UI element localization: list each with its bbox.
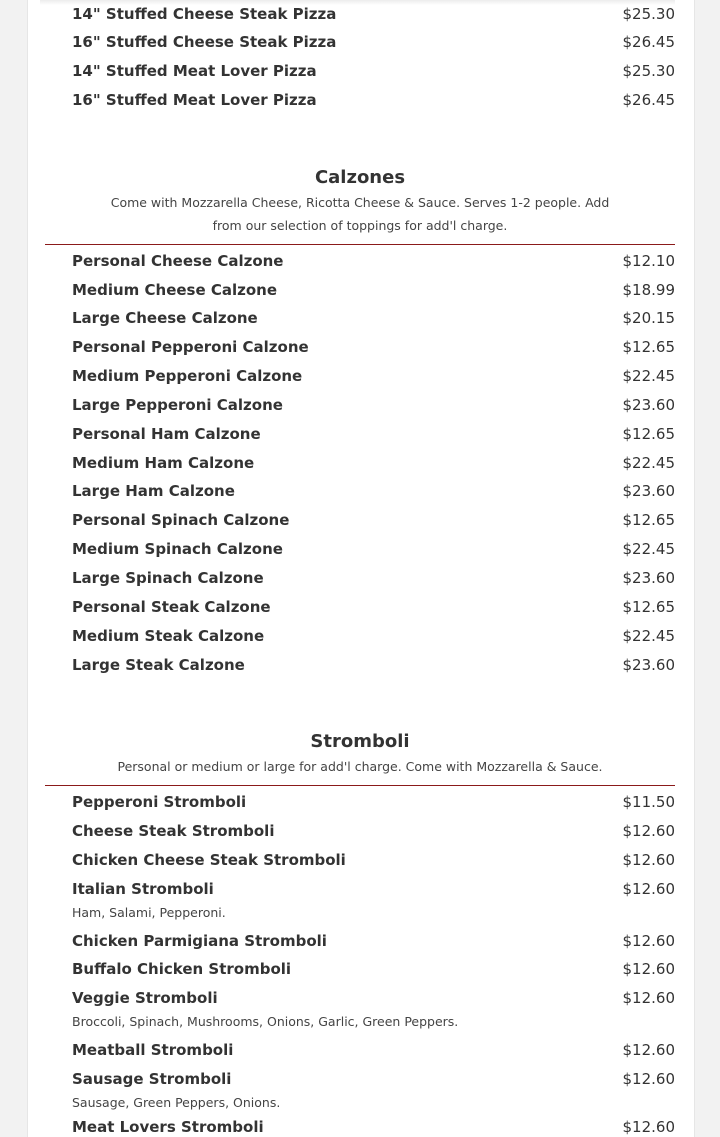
- item-price: $22.45: [622, 627, 675, 645]
- item-description: Ham, Salami, Pepperoni.: [72, 905, 226, 920]
- item-price: $18.99: [622, 281, 675, 299]
- section-divider: [45, 244, 675, 245]
- item-price: $12.60: [622, 851, 675, 869]
- section-description: [110, 191, 610, 237]
- item-price: $22.45: [622, 540, 675, 558]
- item-price: $12.60: [622, 960, 675, 978]
- item-name: 14" Stuffed Meat Lover Pizza: [72, 62, 317, 80]
- item-price: $12.60: [622, 989, 675, 1007]
- item-name: Medium Ham Calzone: [72, 454, 255, 472]
- menu-item[interactable]: [72, 931, 675, 951]
- menu-item[interactable]: [72, 655, 675, 675]
- item-name: Veggie Stromboli: [72, 989, 218, 1007]
- menu-item[interactable]: [72, 61, 675, 81]
- menu-item[interactable]: [72, 481, 675, 501]
- item-price: $26.45: [622, 91, 675, 109]
- menu-item[interactable]: [72, 1069, 675, 1089]
- item-price: $12.65: [622, 598, 675, 616]
- item-name: Large Cheese Calzone: [72, 309, 258, 327]
- item-name: Medium Pepperoni Calzone: [72, 367, 303, 385]
- item-price: $22.45: [622, 367, 675, 385]
- menu-item[interactable]: [72, 337, 675, 357]
- menu-item[interactable]: [72, 850, 675, 870]
- item-name: Medium Cheese Calzone: [72, 281, 278, 299]
- menu-item[interactable]: [72, 792, 675, 812]
- menu-item[interactable]: [72, 308, 675, 328]
- item-name: 16" Stuffed Cheese Steak Pizza: [72, 33, 337, 51]
- item-name: Cheese Steak Stromboli: [72, 822, 275, 840]
- item-price: $12.65: [622, 511, 675, 529]
- menu-item[interactable]: [72, 597, 675, 617]
- item-price: $25.30: [622, 5, 675, 23]
- menu-item[interactable]: [72, 626, 675, 646]
- menu-item[interactable]: [72, 424, 675, 444]
- item-price: $26.45: [622, 33, 675, 51]
- menu-item[interactable]: [72, 280, 675, 300]
- item-name: Italian Stromboli: [72, 880, 214, 898]
- item-price: $23.60: [622, 482, 675, 500]
- item-name: Buffalo Chicken Stromboli: [72, 960, 292, 978]
- item-price: $22.45: [622, 454, 675, 472]
- item-name: Large Spinach Calzone: [72, 569, 264, 587]
- menu-item[interactable]: [72, 539, 675, 559]
- menu-item[interactable]: [72, 4, 675, 24]
- item-name: Meat Lovers Stromboli: [72, 1118, 264, 1136]
- item-name: Medium Steak Calzone: [72, 627, 265, 645]
- section-title-stromboli: Stromboli: [310, 731, 410, 752]
- item-name: 16" Stuffed Meat Lover Pizza: [72, 91, 317, 109]
- item-price: $23.60: [622, 396, 675, 414]
- item-name: Chicken Parmigiana Stromboli: [72, 932, 327, 950]
- menu-item[interactable]: [72, 510, 675, 530]
- item-name: Large Pepperoni Calzone: [72, 396, 283, 414]
- section-description-line: Come with Mozzarella Cheese, Ricotta Cheese & Sauce. Serves 1-2 people. Add: [110, 195, 610, 210]
- item-name: Personal Spinach Calzone: [72, 511, 290, 529]
- item-name: Pepperoni Stromboli: [72, 793, 247, 811]
- menu-item[interactable]: [72, 1040, 675, 1060]
- item-price: $12.65: [622, 425, 675, 443]
- menu-item[interactable]: [72, 251, 675, 271]
- section-divider: [45, 785, 675, 786]
- menu-item[interactable]: [72, 959, 675, 979]
- item-price: $12.60: [622, 880, 675, 898]
- item-price: $11.50: [622, 793, 675, 811]
- item-price: $12.60: [622, 1041, 675, 1059]
- item-name: Personal Steak Calzone: [72, 598, 271, 616]
- item-price: $20.15: [622, 309, 675, 327]
- item-name: Personal Pepperoni Calzone: [72, 338, 309, 356]
- item-name: Personal Ham Calzone: [72, 425, 261, 443]
- item-name: Large Ham Calzone: [72, 482, 235, 500]
- item-name: 14" Stuffed Cheese Steak Pizza: [72, 5, 337, 23]
- menu-item[interactable]: [72, 32, 675, 52]
- item-price: $12.60: [622, 1118, 675, 1136]
- menu-item[interactable]: [72, 366, 675, 386]
- menu-item[interactable]: [72, 821, 675, 841]
- menu-item[interactable]: [72, 453, 675, 473]
- item-name: Medium Spinach Calzone: [72, 540, 283, 558]
- item-name: Meatball Stromboli: [72, 1041, 234, 1059]
- section-description-line: from our selection of toppings for add'l charge.: [212, 218, 508, 233]
- item-price: $12.10: [622, 252, 675, 270]
- item-description: Sausage, Green Peppers, Onions.: [72, 1095, 281, 1110]
- item-price: $12.60: [622, 932, 675, 950]
- item-description: Broccoli, Spinach, Mushrooms, Onions, Garlic, Green Peppers.: [72, 1014, 459, 1029]
- menu-item[interactable]: [72, 988, 675, 1008]
- item-name: Chicken Cheese Steak Stromboli: [72, 851, 346, 869]
- item-price: $12.60: [622, 822, 675, 840]
- item-name: Large Steak Calzone: [72, 656, 245, 674]
- item-price: $23.60: [622, 656, 675, 674]
- menu-item[interactable]: [72, 1117, 675, 1137]
- item-price: $25.30: [622, 62, 675, 80]
- section-description: Personal or medium or large for add'l charge. Come with Mozzarella & Sauce.: [117, 759, 603, 774]
- item-price: $23.60: [622, 569, 675, 587]
- item-price: $12.65: [622, 338, 675, 356]
- section-title-calzones: Calzones: [314, 167, 406, 188]
- menu-item[interactable]: [72, 395, 675, 415]
- menu-item[interactable]: [72, 568, 675, 588]
- item-name: Sausage Stromboli: [72, 1070, 232, 1088]
- menu-item[interactable]: [72, 879, 675, 899]
- menu-item[interactable]: [72, 90, 675, 110]
- item-price: $12.60: [622, 1070, 675, 1088]
- item-name: Personal Cheese Calzone: [72, 252, 284, 270]
